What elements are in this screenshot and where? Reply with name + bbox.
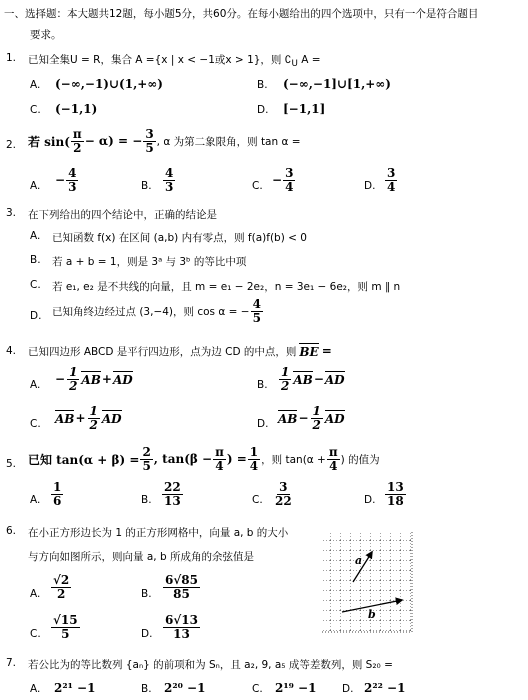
q4-b-half-den: 2 bbox=[281, 378, 290, 393]
q4-stem-text: 已知四边形 ABCD 是平行四边形，点为边 CD 的中点，则 bbox=[28, 345, 297, 358]
q6-number: 6. bbox=[6, 525, 17, 537]
q4-d-vec-ad: AD bbox=[324, 412, 345, 427]
q6-d-den: 13 bbox=[173, 626, 190, 641]
q6-option-c bbox=[50, 614, 81, 640]
q4-c-plus: + bbox=[75, 411, 86, 426]
q2-c-num: 3 bbox=[285, 166, 294, 180]
q6-a-den: 2 bbox=[56, 586, 66, 601]
q4-c-half-den: 2 bbox=[89, 417, 98, 432]
q5-pi-a: π bbox=[215, 445, 224, 459]
q4-b-vec-ab: AB bbox=[293, 373, 313, 388]
q7-option-a-label: A. bbox=[30, 683, 41, 695]
q1-stem bbox=[28, 52, 321, 69]
q4-c-vec-ab: AB bbox=[55, 412, 75, 427]
q4-option-a bbox=[55, 366, 133, 392]
q2-stem-b: , α 为第二象限角，则 tan α = bbox=[156, 135, 301, 148]
q2-b-frac bbox=[163, 167, 175, 193]
q3-number: 3. bbox=[6, 207, 17, 219]
q4-a-half-num: 1 bbox=[69, 365, 78, 379]
q5-b-den: 13 bbox=[164, 493, 181, 508]
q7-stem: 若公比为的等比数列 {aₙ} 的前项和为 Sₙ，且 a₂, 9, a₅ 成等差数列，则 S₂₀ = bbox=[28, 659, 393, 671]
q2-c-den: 4 bbox=[285, 179, 294, 194]
q2-stem bbox=[28, 128, 301, 154]
q7-option-d: 2²² −1 bbox=[364, 681, 406, 695]
q4-option-b bbox=[278, 366, 345, 392]
q6-c-den: 5 bbox=[61, 626, 70, 641]
q4-d-vec-ab: AB bbox=[278, 412, 298, 427]
q2-pi-over-2 bbox=[71, 128, 84, 154]
q6-option-b bbox=[162, 574, 201, 600]
q4-d-half-num: 1 bbox=[312, 404, 321, 418]
q4-b-half-num: 1 bbox=[281, 365, 290, 379]
q4-a-half bbox=[67, 366, 79, 392]
q3-d-text: 已知角终边经过点 (3,−4)，则 cos α = − bbox=[52, 305, 250, 318]
section-heading: 一、选择题：本大题共12题，每小题5分，共60分。在每小题给出的四个选项中，只有一个是符合题目 bbox=[4, 8, 479, 20]
q4-d-half-den: 2 bbox=[312, 417, 321, 432]
q3-option-d-label: D. bbox=[30, 310, 42, 322]
q5-four-a: 4 bbox=[215, 458, 224, 473]
q5-d-frac bbox=[385, 481, 406, 507]
q2-option-d bbox=[384, 167, 398, 193]
q3-d-num: 4 bbox=[252, 297, 261, 311]
q4-d-minus: − bbox=[298, 411, 309, 426]
q2-c-sign: − bbox=[272, 173, 283, 188]
q6-stem-line2: 与方向如图所示，则向量 a, b 所成角的余弦值是 bbox=[28, 551, 254, 563]
q1-option-a-label: A. bbox=[30, 79, 41, 91]
q5-option-c-label: C. bbox=[252, 494, 263, 506]
q4-d-half bbox=[311, 405, 323, 431]
q2-option-b bbox=[162, 167, 176, 193]
q4-option-b-label: B. bbox=[257, 379, 268, 391]
q2-option-c bbox=[272, 167, 296, 193]
q6-label-a: a bbox=[355, 554, 363, 567]
q4-number: 4. bbox=[6, 345, 17, 357]
q1-option-c-label: C. bbox=[30, 104, 41, 116]
q4-a-half-den: 2 bbox=[69, 378, 78, 393]
q5-stem bbox=[28, 446, 380, 472]
q4-b-minus: − bbox=[313, 372, 324, 387]
q5-stem-b: , tan(β − bbox=[153, 452, 213, 467]
q4-option-c-label: C. bbox=[30, 418, 41, 430]
q6-b-num: 6√85 bbox=[165, 573, 198, 587]
q5-a-den: 6 bbox=[53, 493, 62, 508]
q3-option-b: 若 a + b = 1，则是 3ᵃ 与 3ᵇ 的等比中项 bbox=[52, 256, 247, 268]
q4-stem-vector: BE bbox=[299, 345, 319, 359]
q6-c-frac bbox=[51, 614, 80, 640]
q5-frac-2 bbox=[248, 446, 260, 472]
q5-option-b bbox=[161, 481, 184, 507]
q2-b-num: 4 bbox=[165, 166, 174, 180]
q6-option-a-label: A. bbox=[30, 588, 41, 600]
q2-c-frac bbox=[283, 167, 295, 193]
q7-number: 7. bbox=[6, 657, 17, 669]
q6-option-a bbox=[50, 574, 72, 600]
q3-option-c: 若 e₁, e₂ 是不共线的向量，且 m = e₁ − 2e₂，n = 3e₁ − 6e₂，则 m ∥ n bbox=[52, 281, 401, 293]
q3-option-d bbox=[52, 298, 264, 324]
q2-option-d-label: D. bbox=[364, 180, 376, 192]
q1-option-b: (−∞,−1]∪[1,+∞) bbox=[283, 77, 391, 91]
q1-option-d: [−1,1] bbox=[283, 102, 326, 116]
q2-minus-alpha: − α) = − bbox=[84, 134, 143, 149]
q6-option-b-label: B. bbox=[141, 588, 152, 600]
q2-three: 3 bbox=[145, 127, 154, 141]
q2-pi: π bbox=[72, 127, 82, 141]
q5-d2: 4 bbox=[249, 458, 259, 473]
q5-option-d bbox=[384, 481, 407, 507]
q6-d-frac bbox=[163, 614, 200, 640]
q5-option-c bbox=[272, 481, 295, 507]
q2-d-frac bbox=[385, 167, 397, 193]
q5-n2: 1 bbox=[249, 445, 259, 459]
q1-option-b-label: B. bbox=[257, 79, 268, 91]
q5-d-num: 13 bbox=[387, 480, 404, 494]
q5-option-b-label: B. bbox=[141, 494, 152, 506]
q7-option-d-label: D. bbox=[342, 683, 354, 695]
q7-option-b-label: B. bbox=[141, 683, 152, 695]
q2-three-fifths bbox=[143, 128, 155, 154]
q2-a-den: 3 bbox=[68, 179, 77, 194]
q7-option-c-label: C. bbox=[252, 683, 263, 695]
q4-option-d bbox=[278, 405, 345, 431]
q5-n1: 2 bbox=[142, 445, 151, 459]
q3-stem: 在下列给出的四个结论中，正确的结论是 bbox=[28, 209, 217, 221]
q4-stem-eq: = bbox=[321, 344, 332, 358]
q1-option-d-label: D. bbox=[257, 104, 269, 116]
q5-number: 5. bbox=[6, 458, 17, 470]
q2-option-c-label: C. bbox=[252, 180, 263, 192]
q5-c-num: 3 bbox=[279, 480, 288, 494]
q5-pi-over-4-a bbox=[213, 446, 226, 472]
q6-stem-line1: 在小正方形边长为 1 的正方形网格中，向量 a, b 的大小 bbox=[28, 527, 289, 539]
q3-option-a: 已知函数 f(x) 在区间 (a,b) 内有零点，则 f(a)f(b) < 0 bbox=[52, 232, 307, 244]
q1-option-c: (−1,1) bbox=[55, 102, 98, 116]
q6-option-c-label: C. bbox=[30, 628, 41, 640]
q1-stem-text: 已知全集U = R，集合 A ={x | x < −1或x > 1}，则 ∁ bbox=[28, 54, 292, 66]
q7-option-a: 2²¹ −1 bbox=[54, 681, 96, 695]
q4-option-d-label: D. bbox=[257, 418, 269, 430]
q5-c-den: 22 bbox=[275, 493, 292, 508]
q5-d-den: 18 bbox=[387, 493, 404, 508]
q6-option-d bbox=[162, 614, 201, 640]
q2-option-a-label: A. bbox=[30, 180, 41, 192]
q6-option-d-label: D. bbox=[141, 628, 153, 640]
q5-option-d-label: D. bbox=[364, 494, 376, 506]
q2-a-num: 4 bbox=[68, 166, 77, 180]
q5-a-num: 1 bbox=[53, 480, 62, 494]
q4-a-vec-ad: AD bbox=[112, 373, 133, 388]
q4-option-a-label: A. bbox=[30, 379, 41, 391]
q5-a-frac bbox=[51, 481, 63, 507]
q4-option-c bbox=[55, 405, 122, 431]
q6-a-frac bbox=[51, 574, 71, 600]
q6-b-den: 85 bbox=[173, 586, 190, 601]
q4-b-half bbox=[279, 366, 291, 392]
q3-option-b-label: B. bbox=[30, 254, 41, 266]
q2-option-b-label: B. bbox=[141, 180, 152, 192]
q5-option-a bbox=[50, 481, 64, 507]
q4-c-vec-ad: AD bbox=[101, 412, 122, 427]
q4-stem bbox=[28, 343, 332, 359]
q2-a-frac bbox=[66, 167, 78, 193]
q2-stem-a: 若 sin( bbox=[28, 134, 70, 149]
q2-d-num: 3 bbox=[387, 166, 396, 180]
q4-a-minus: − bbox=[55, 372, 66, 387]
q5-b-frac bbox=[162, 481, 183, 507]
q5-stem-d: ，则 tan(α + bbox=[261, 453, 326, 466]
q2-five: 5 bbox=[145, 140, 154, 155]
q6-a-num: √2 bbox=[53, 573, 70, 587]
q1-stem-tail: A = bbox=[301, 54, 321, 66]
q5-b-num: 22 bbox=[164, 480, 181, 494]
q2-option-a bbox=[55, 167, 79, 193]
q2-two: 2 bbox=[73, 140, 82, 155]
q5-stem-a: 已知 tan(α + β) = bbox=[28, 452, 140, 467]
q4-a-vec-ab: AB bbox=[81, 373, 101, 388]
q6-grid-figure bbox=[320, 530, 420, 640]
q5-c-frac bbox=[273, 481, 294, 507]
q3-option-a-label: A. bbox=[30, 230, 41, 242]
q3-d-den: 5 bbox=[252, 310, 261, 325]
q2-number: 2. bbox=[6, 139, 17, 151]
q6-grid bbox=[322, 532, 412, 632]
q5-frac-1 bbox=[140, 446, 152, 472]
q5-stem-e: ) 的值为 bbox=[340, 453, 380, 466]
q6-d-num: 6√13 bbox=[165, 613, 198, 627]
q6-label-b: b bbox=[368, 608, 376, 621]
q5-option-a-label: A. bbox=[30, 494, 41, 506]
q6-b-frac bbox=[163, 574, 200, 600]
section-heading-cont: 要求。 bbox=[30, 29, 62, 41]
q1-stem-sub: U bbox=[291, 59, 298, 70]
q1-option-a: (−∞,−1)∪(1,+∞) bbox=[55, 77, 163, 91]
q2-d-den: 4 bbox=[387, 179, 396, 194]
q5-d1: 5 bbox=[142, 458, 151, 473]
q1-number: 1. bbox=[6, 52, 17, 64]
q2-a-sign: − bbox=[55, 173, 66, 188]
q5-pi-over-4-b bbox=[327, 446, 340, 472]
q4-b-vec-ad: AD bbox=[324, 373, 345, 388]
q6-c-num: √15 bbox=[53, 613, 78, 627]
q7-option-b: 2²⁰ −1 bbox=[164, 681, 206, 695]
q4-a-plus: + bbox=[101, 372, 112, 387]
q5-pi-b: π bbox=[328, 445, 338, 459]
q2-b-den: 3 bbox=[165, 179, 174, 194]
q5-stem-c: ) = bbox=[226, 452, 247, 467]
q5-four-b: 4 bbox=[329, 458, 338, 473]
q3-option-c-label: C. bbox=[30, 279, 41, 291]
q4-c-half bbox=[88, 405, 100, 431]
q4-c-half-num: 1 bbox=[89, 404, 98, 418]
q3-d-frac bbox=[251, 298, 263, 324]
q7-option-c: 2¹⁹ −1 bbox=[275, 681, 317, 695]
